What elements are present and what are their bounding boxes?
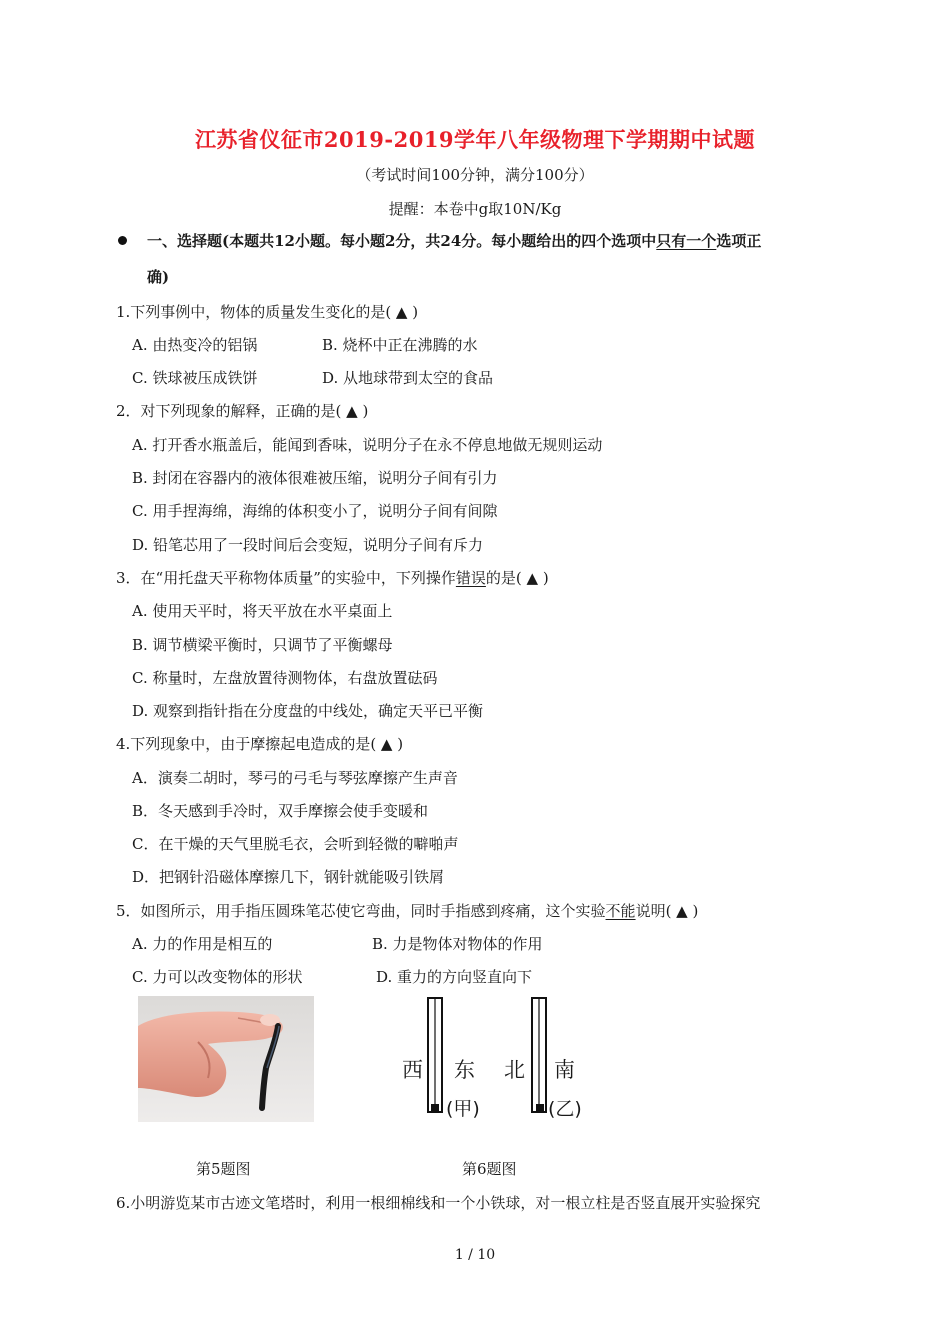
question-5-emphasis: 不能 xyxy=(605,902,636,920)
label-yi: (乙) xyxy=(548,1098,582,1120)
question-2-option-d: D. 铅笔芯用了一段时间后会变短，说明分子间有斥力 xyxy=(132,536,484,554)
question-2-option-c: C. 用手捏海绵，海绵的体积变小了，说明分子间有间隙 xyxy=(132,502,498,520)
section-heading-cont: 确) xyxy=(147,268,170,286)
question-4-option-b: B．冬天感到手冷时，双手摩擦会使手变暖和 xyxy=(132,802,429,820)
question-3-emphasis: 错误 xyxy=(455,569,486,587)
section-heading-emphasis: 只有一个 xyxy=(656,232,717,250)
figure-5-caption: 第5题图 xyxy=(196,1160,251,1178)
question-3-option-b: B. 调节横梁平衡时，只调节了平衡螺母 xyxy=(132,636,393,654)
section-heading-text: 一、选择题(本题共12小题。每小题2分，共24分。每小题给出的四个选项中 xyxy=(147,232,657,250)
question-3-stem-text: 3．在“用托盘天平称物体质量”的实验中，下列操作 xyxy=(116,569,456,587)
question-5-stem-end: 说明( ▲ ) xyxy=(635,902,699,920)
question-1-option-c: C. 铁球被压成铁饼 xyxy=(132,369,258,387)
page-number: 1 / 10 xyxy=(454,1247,496,1263)
question-2-option-b: B. 封闭在容器内的液体很难被压缩，说明分子间有引力 xyxy=(132,469,498,487)
question-1-option-d: D. 从地球带到太空的食品 xyxy=(322,369,494,387)
question-3-stem-end: 的是( ▲ ) xyxy=(485,569,549,587)
question-4-option-c: C．在干燥的天气里脱毛衣，会听到轻微的噼啪声 xyxy=(132,835,459,853)
question-6-stem: 6.小明游览某市古迹文笔塔时，利用一根细棉线和一个小铁球，对一根立柱是否竖直展开实验探究 xyxy=(116,1194,761,1212)
question-5-stem-text: 5．如图所示，用手指压圆珠笔芯使它弯曲，同时手指感到疼痛，这个实验 xyxy=(116,902,606,920)
question-1-stem: 1.下列事例中，物体的质量发生变化的是( ▲ ) xyxy=(116,303,419,321)
label-north: 北 xyxy=(504,1058,525,1082)
figure-6-caption: 第6题图 xyxy=(462,1160,517,1178)
label-east: 东 xyxy=(454,1058,475,1082)
figure-5-photo xyxy=(138,996,314,1122)
question-3-option-d: D. 观察到指针指在分度盘的中线处，确定天平已平衡 xyxy=(132,702,484,720)
question-4-stem: 4.下列现象中，由于摩擦起电造成的是( ▲ ) xyxy=(116,735,404,753)
finger-pen-illustration xyxy=(138,996,314,1122)
question-2-stem: 2．对下列现象的解释，正确的是( ▲ ) xyxy=(116,402,369,420)
exam-title: 江苏省仪征市2019-2019学年八年级物理下学期期中试题 xyxy=(194,127,756,152)
question-5-option-a: A. 力的作用是相互的 xyxy=(132,935,273,953)
bullet-icon xyxy=(118,236,127,245)
question-4-option-d: D．把钢针沿磁体摩擦几下，钢针就能吸引铁屑 xyxy=(132,868,445,886)
question-5-option-c: C. 力可以改变物体的形状 xyxy=(132,968,303,986)
question-3-stem xyxy=(116,567,549,588)
section-heading xyxy=(147,230,761,251)
question-1-option-b: B. 烧杯中正在沸腾的水 xyxy=(322,336,478,354)
reminder: 提醒：本卷中g取10N/Kg xyxy=(388,200,562,218)
exam-info: （考试时间100分钟，满分100分） xyxy=(356,166,594,184)
question-4-option-a: A．演奏二胡时，琴弓的弓毛与琴弦摩擦产生声音 xyxy=(132,769,458,787)
question-3-option-c: C. 称量时，左盘放置待测物体，右盘放置砝码 xyxy=(132,669,438,687)
section-heading-text-end: 选项正 xyxy=(716,232,762,250)
question-5-option-d: D. 重力的方向竖直向下 xyxy=(376,968,533,986)
label-south: 南 xyxy=(554,1058,575,1082)
question-5-stem xyxy=(116,900,698,921)
question-2-option-a: A. 打开香水瓶盖后，能闻到香味，说明分子在永不停息地做无规则运动 xyxy=(132,436,603,454)
question-3-option-a: A. 使用天平时，将天平放在水平桌面上 xyxy=(132,602,393,620)
figure-6-diagram xyxy=(392,996,602,1122)
label-west: 西 xyxy=(402,1058,423,1082)
question-5-option-b: B. 力是物体对物体的作用 xyxy=(372,935,543,953)
label-jia: (甲) xyxy=(446,1098,480,1120)
question-1-option-a: A. 由热变冷的铝锅 xyxy=(132,336,258,354)
